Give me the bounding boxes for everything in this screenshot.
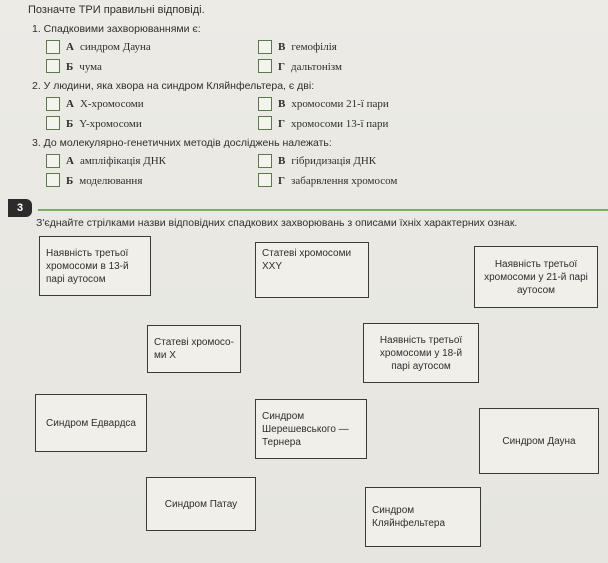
q3-option-g <box>278 175 397 187</box>
q3-a-text: ампліфікація ДНК <box>79 155 167 167</box>
q2-v-text: хромосоми 21-ї пари <box>291 98 389 110</box>
q2-option-g <box>278 118 388 130</box>
card-klinefelter-syndrome[interactable] <box>365 487 481 547</box>
q1-option-b <box>66 61 102 73</box>
card-trisomy-21-text: Наявність третьої хромосоми у 21-й парі аутосом <box>484 258 588 296</box>
q2-option-v <box>278 98 389 110</box>
q2-a-letter: А <box>66 98 74 110</box>
q1-option-v <box>278 41 337 53</box>
q3-v-text: гібридизація ДНК <box>291 155 377 167</box>
card-x-text: Статеві хромосо-ми X <box>154 337 234 361</box>
q2-g-letter: Г <box>278 118 285 130</box>
q1-checkbox-a[interactable] <box>46 40 60 54</box>
card-trisomy-13[interactable] <box>39 236 151 296</box>
instruction: Позначте ТРИ правильні відповіді. <box>28 4 205 16</box>
q3-checkbox-g[interactable] <box>258 173 272 187</box>
card-xxy[interactable] <box>255 242 369 298</box>
q3-checkbox-b[interactable] <box>46 173 60 187</box>
q2-checkbox-v[interactable] <box>258 97 272 111</box>
q1-g-text: дальтонізм <box>291 61 342 73</box>
q1-g-letter: Г <box>278 61 285 73</box>
card-edwards-syndrome[interactable] <box>35 394 147 452</box>
q3-option-v <box>278 155 376 167</box>
q2-option-a <box>66 98 144 110</box>
card-patau-syndrome[interactable] <box>146 477 256 531</box>
q3-option-a <box>66 155 166 167</box>
q1-option-a <box>66 41 151 53</box>
q2-b-letter: Б <box>66 118 74 130</box>
q3-b-text: моделювання <box>79 175 143 187</box>
q1-option-g <box>278 61 342 73</box>
q1-checkbox-v[interactable] <box>258 40 272 54</box>
q1-checkbox-g[interactable] <box>258 59 272 73</box>
task-3-instruction: З'єднайте стрілками назви відповідних спадкових захворювань з описами їхніх характерних ознак. <box>36 217 518 229</box>
q3-checkbox-a[interactable] <box>46 154 60 168</box>
card-edwards-text: Синдром Едвардса <box>46 417 136 429</box>
q3-v-letter: В <box>278 155 286 167</box>
card-turner-text: Синдром Шерешевського — Тернера <box>262 410 349 448</box>
card-x[interactable] <box>147 325 241 373</box>
q1-v-text: гемофілія <box>291 41 337 53</box>
q2-v-letter: В <box>278 98 286 110</box>
card-trisomy-18-text: Наявність третьої хромосоми у 18-й парі аутосом <box>379 334 463 372</box>
q2-checkbox-a[interactable] <box>46 97 60 111</box>
q2-checkbox-g[interactable] <box>258 116 272 130</box>
q3-b-letter: Б <box>66 175 74 187</box>
card-trisomy-21[interactable] <box>474 246 598 308</box>
q2-checkbox-b[interactable] <box>46 116 60 130</box>
q1-a-text: синдром Дауна <box>79 41 151 53</box>
card-patau-text: Синдром Патау <box>164 498 238 510</box>
task-number-badge: 3 <box>8 199 32 217</box>
section-divider <box>38 209 608 211</box>
q2-a-text: X-хромосоми <box>79 98 144 110</box>
q3-g-text: забарвлення хромосом <box>291 175 398 187</box>
q3-option-b <box>66 175 142 187</box>
question-2-title: 2. У людини, яка хвора на синдром Кляйнфельтера, є дві: <box>32 80 315 92</box>
q1-checkbox-b[interactable] <box>46 59 60 73</box>
q1-b-text: чума <box>79 61 102 73</box>
card-turner-syndrome[interactable] <box>255 399 367 459</box>
q2-b-text: Y-хромосоми <box>79 118 142 130</box>
card-down-syndrome[interactable] <box>479 408 599 474</box>
q3-g-letter: Г <box>278 175 285 187</box>
card-down-text: Синдром Дауна <box>502 435 576 447</box>
q1-b-letter: Б <box>66 61 74 73</box>
q2-option-b <box>66 118 142 130</box>
q3-a-letter: А <box>66 155 74 167</box>
question-3-title: 3. До молекулярно-генетичних методів досліджень належать: <box>32 137 332 149</box>
question-1-title: 1. Спадковими захворюваннями є: <box>32 23 201 35</box>
card-klinefelter-text: Синдром Кляйнфельтера <box>372 505 446 529</box>
q2-g-text: хромосоми 13-ї пари <box>291 118 389 130</box>
card-trisomy-13-text: Наявність третьої хромосоми в 13-й парі аутосом <box>46 247 129 285</box>
q1-v-letter: В <box>278 41 286 53</box>
q1-a-letter: А <box>66 41 74 53</box>
q3-checkbox-v[interactable] <box>258 154 272 168</box>
card-trisomy-18[interactable] <box>363 323 479 383</box>
card-xxy-text: Статеві хромосоми XXY <box>262 248 352 272</box>
